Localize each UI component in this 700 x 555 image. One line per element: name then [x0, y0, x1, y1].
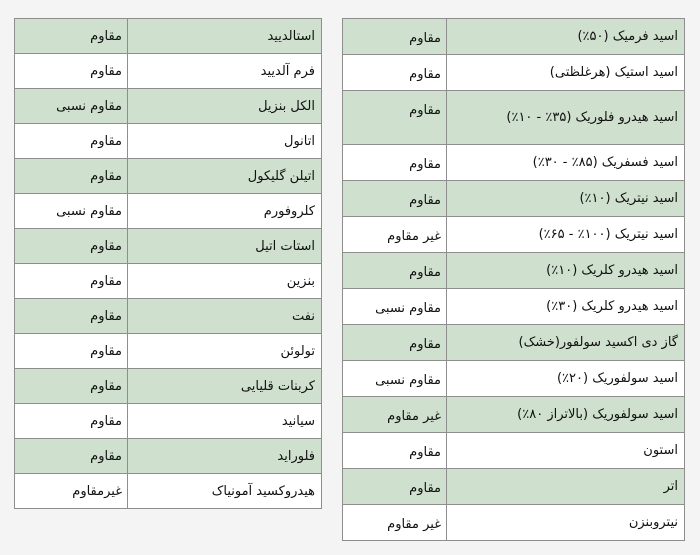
table-row — [343, 19, 685, 55]
table-row — [15, 334, 322, 369]
resistance-status: مقاوم — [15, 124, 128, 159]
resistance-status: مقاوم — [15, 54, 128, 89]
table-row — [343, 55, 685, 91]
table-row — [343, 289, 685, 325]
table-row — [15, 299, 322, 334]
table-row — [15, 369, 322, 404]
resistance-status: مقاوم نسبی — [15, 194, 128, 229]
chemical-name: اسید سولفوریک (۲۰٪) — [447, 361, 685, 397]
resistance-status: مقاوم — [343, 91, 447, 145]
resistance-status: مقاوم — [15, 299, 128, 334]
chemical-name: اتر — [447, 469, 685, 505]
table-row — [343, 325, 685, 361]
resistance-status: مقاوم — [15, 264, 128, 299]
table-row — [15, 89, 322, 124]
resistance-status: غیرمقاوم — [15, 474, 128, 509]
table-row — [15, 404, 322, 439]
chemical-name: اتیلن گلیکول — [128, 159, 322, 194]
table-row — [15, 159, 322, 194]
chemical-name: استون — [447, 433, 685, 469]
resistance-status: غیر مقاوم — [343, 505, 447, 541]
chemical-name: اسید هیدرو فلوریک (۳۵٪ - ۱۰٪) — [447, 91, 685, 145]
resistance-status: مقاوم — [15, 334, 128, 369]
resistance-status: مقاوم — [343, 145, 447, 181]
resistance-status: مقاوم — [15, 229, 128, 264]
table-row — [15, 229, 322, 264]
resistance-status: مقاوم — [343, 55, 447, 91]
table-row — [343, 505, 685, 541]
resistance-status: مقاوم — [343, 253, 447, 289]
chemical-name: اسید استیک (هرغلظتی) — [447, 55, 685, 91]
chemical-name: کلروفورم — [128, 194, 322, 229]
resistance-status: مقاوم نسبی — [343, 289, 447, 325]
table-row — [343, 217, 685, 253]
resistance-status: مقاوم — [343, 19, 447, 55]
resistance-table-acids — [342, 18, 685, 541]
chemical-name: اسید هیدرو کلریک (۱۰٪) — [447, 253, 685, 289]
table-row — [15, 54, 322, 89]
resistance-status: مقاوم — [15, 159, 128, 194]
table-row — [15, 124, 322, 159]
chemical-name: فرم آلدیید — [128, 54, 322, 89]
chemical-name: اسید نیتریک (۱۰۰٪ - ۶۵٪) — [447, 217, 685, 253]
table-row — [15, 194, 322, 229]
resistance-status: مقاوم — [343, 181, 447, 217]
chemical-name: اسید فسفریک (۸۵٪ - ۳۰٪) — [447, 145, 685, 181]
table-row — [343, 91, 685, 145]
table-row — [343, 433, 685, 469]
resistance-status: غیر مقاوم — [343, 217, 447, 253]
chemical-name: کربنات قلیایی — [128, 369, 322, 404]
table-row — [15, 474, 322, 509]
chemical-name: اسید نیتریک (۱۰٪) — [447, 181, 685, 217]
table-row — [15, 264, 322, 299]
resistance-status: غیر مقاوم — [343, 397, 447, 433]
chemical-name: اتانول — [128, 124, 322, 159]
chemical-name: بنزین — [128, 264, 322, 299]
chemical-name: هیدروکسید آمونیاک — [128, 474, 322, 509]
chemical-name: نفت — [128, 299, 322, 334]
table-row — [343, 469, 685, 505]
resistance-status: مقاوم — [15, 439, 128, 474]
table-row — [343, 145, 685, 181]
resistance-status: مقاوم — [343, 433, 447, 469]
resistance-status: مقاوم — [15, 369, 128, 404]
chemical-name: اسید فرمیک (۵۰٪) — [447, 19, 685, 55]
chemical-name: نیتروبنزن — [447, 505, 685, 541]
resistance-status: مقاوم نسبی — [343, 361, 447, 397]
table-row — [343, 181, 685, 217]
chemical-name: فلوراید — [128, 439, 322, 474]
chemical-name: استات اتیل — [128, 229, 322, 264]
chemical-name: سیانید — [128, 404, 322, 439]
table-row — [343, 361, 685, 397]
resistance-status: مقاوم — [343, 325, 447, 361]
chemical-name: تولوئن — [128, 334, 322, 369]
table-row — [343, 253, 685, 289]
chemical-name: اسید هیدرو کلریک (۳۰٪) — [447, 289, 685, 325]
table-row — [343, 397, 685, 433]
resistance-status: مقاوم نسبی — [15, 89, 128, 124]
chemical-name: گاز دی اکسید سولفور(خشک) — [447, 325, 685, 361]
chemical-name: الکل بنزیل — [128, 89, 322, 124]
resistance-table-organics — [14, 18, 322, 509]
table-row — [15, 19, 322, 54]
resistance-status: مقاوم — [15, 404, 128, 439]
table-row — [15, 439, 322, 474]
resistance-status: مقاوم — [15, 19, 128, 54]
resistance-status: مقاوم — [343, 469, 447, 505]
chemical-name: استالدیید — [128, 19, 322, 54]
chemical-name: اسید سولفوریک (بالاتراز ۸۰٪) — [447, 397, 685, 433]
